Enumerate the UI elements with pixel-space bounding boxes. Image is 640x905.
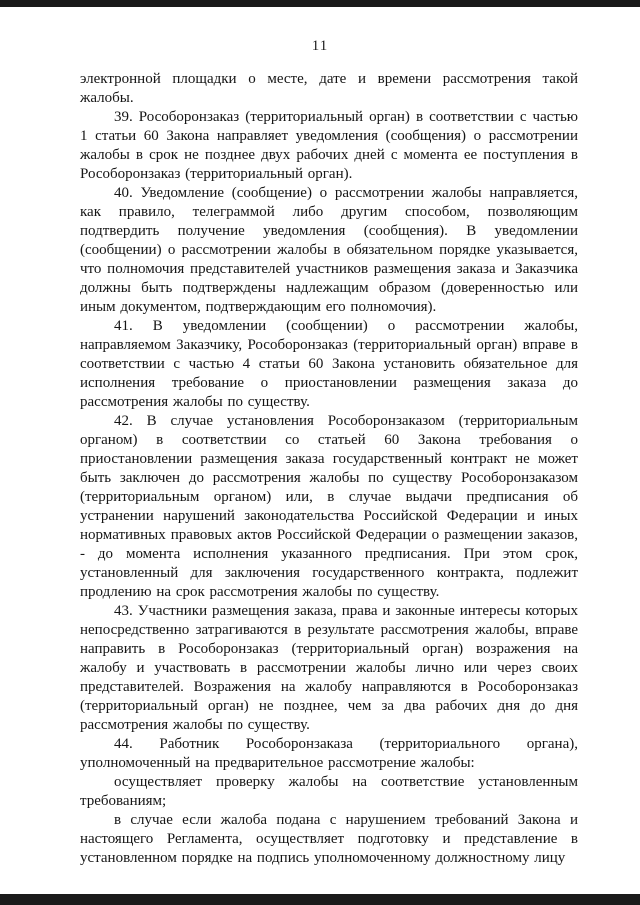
page-number: 11 <box>311 38 329 54</box>
scan-artifact-top-bar <box>0 0 640 7</box>
body-paragraph-44-sub-2: в случае если жалоба подана с нарушением требований Закона и настоящего Регламента, осуществляет подготовку и представление в установленном порядке на подпись уполномоченному должностному лицу <box>80 812 578 866</box>
body-paragraph-44-sub-1: осуществляет проверку жалобы на соответствие установленным требованиям; <box>80 774 578 809</box>
body-paragraph-41: 41. В уведомлении (сообщении) о рассмотрении жалобы, направляемом Заказчику, Рособоронзаказ (территориальный орган) вправе в соответствии с частью 4 статьи 60 Закона установить обязательное для исполнения требование о приостановлении размещения заказа до рассмотрения жалобы по существу. <box>80 318 578 410</box>
body-paragraph-39: 39. Рособоронзаказ (территориальный орган) в соответствии с частью 1 статьи 60 Закона направляет уведомления (сообщения) о рассмотрении жалобы в срок не позднее двух рабочих дней с момента ее поступления в Рособоронзаказ (территориальный орган). <box>80 109 578 182</box>
body-paragraph-43: 43. Участники размещения заказа, права и законные интересы которых непосредственно затрагиваются в результате рассмотрения жалобы, вправе направить в Рособоронзаказ (территориальный орган) возражения на жалобу и участвовать в рассмотрении жалобы лично или через своих представителей. Возражения на жалобу направляются в Рособоронзаказ (территориальный орган) не позднее, чем за два рабочих дня до дня рассмотрения жалобы по существу. <box>80 603 578 733</box>
scan-artifact-bottom-bar <box>0 894 640 905</box>
body-paragraph-44: 44. Работник Рособоронзаказа (территориального органа), уполномоченный на предварительное рассмотрение жалобы: <box>80 736 578 771</box>
document-body <box>80 70 578 868</box>
body-paragraph-42: 42. В случае установления Рособоронзаказом (территориальным органом) в соответствии со статьей 60 Закона требования о приостановлении размещения заказа государственный контракт не может быть заключен до рассмотрения жалобы по существу Рособоронзаказом (территориальным органом) или, в случае выдачи предписания об устранении нарушений законодательства Российской Федерации и иных нормативных правовых актов Российской Федерации о размещении заказов, - до момента исполнения указанного предписания. При этом срок, установленный для заключения государственного контракта, подлежит продлению на срок рассмотрения жалобы по существу. <box>80 413 578 600</box>
body-paragraph-40: 40. Уведомление (сообщение) о рассмотрении жалобы направляется, как правило, телеграммой либо другим способом, позволяющим подтвердить получение уведомления (сообщения). В уведомлении (сообщении) о рассмотрении жалобы в обязательном порядке указывается, что полномочия представителей участников размещения заказа и Заказчика должны быть подтверждены надлежащим образом (доверенностью или иным документом, подтверждающим его полномочия). <box>80 185 578 315</box>
body-paragraph-continuation: электронной площадки о месте, дате и времени рассмотрения такой жалобы. <box>80 71 578 106</box>
